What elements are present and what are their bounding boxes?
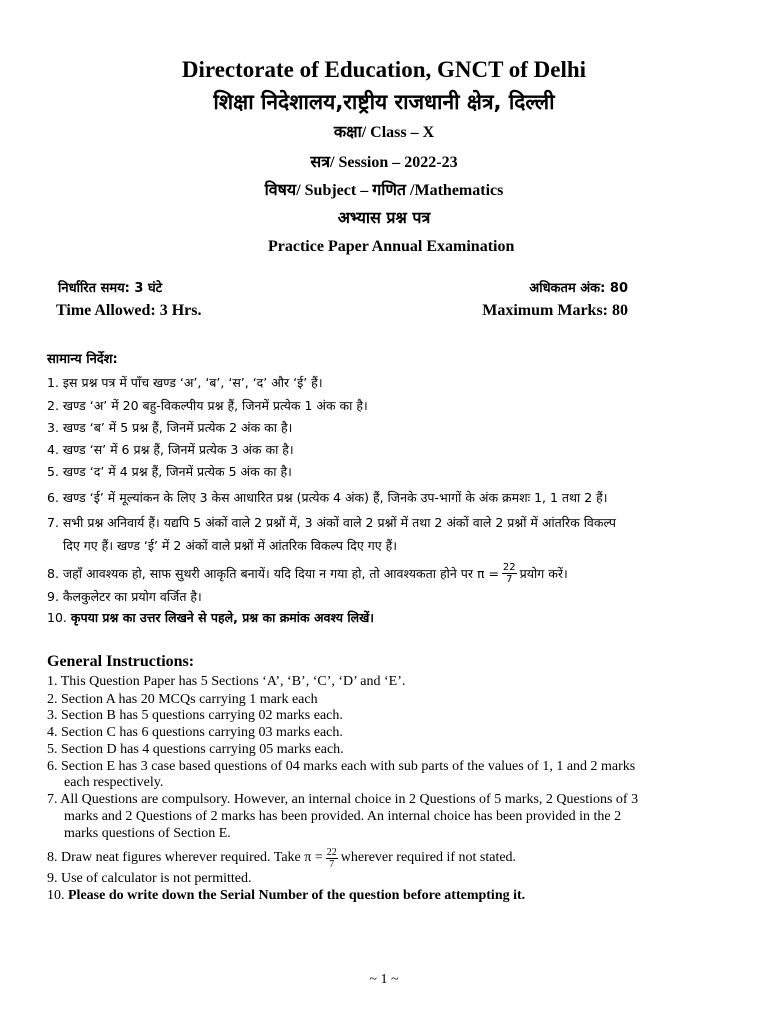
- instruction-3: 3. Section B has 5 questions carrying 02 marks each.: [47, 708, 343, 723]
- hindi-instructions-heading: सामान्य निर्देश:: [47, 352, 118, 367]
- instruction-1: 1. This Question Paper has 5 Sections ‘A’, ‘B’, ‘C’, ‘D’ and ‘E’.: [47, 674, 406, 689]
- instruction-8-text: 8. Draw neat figures wherever required. Take π =: [47, 850, 323, 865]
- instruction-6: 6. Section E has 3 case based questions of 04 marks each with sub parts of the values of 1, 1 and 2 marks: [47, 759, 636, 774]
- fraction-denominator: 7: [329, 858, 335, 870]
- instruction-8-suffix: wherever required if not stated.: [340, 850, 517, 865]
- instruction-2: 2. Section A has 20 MCQs carrying 1 mark each: [47, 692, 318, 707]
- instruction-7: 7. All Questions are compulsory. However, an internal choice in 2 Questions of 5 marks, 2 Questions of 3: [47, 792, 639, 807]
- session-label-en: / Session – 2022-23: [330, 154, 458, 171]
- hindi-instruction-1: 1. इस प्रश्न पत्र में पाँच खण्ड ‘अ’, ‘ब’, ‘स’, ‘द’ और ‘ई’ हैं।: [47, 375, 323, 390]
- max-marks-hi: अधिकतम अंक: 80: [529, 281, 628, 296]
- page-number: ~ 1 ~: [369, 972, 399, 987]
- subject-label-en: / Subject –: [296, 182, 373, 199]
- time-allowed-hi: निर्धारित समय: 3 घंटे: [58, 281, 163, 296]
- subject-name-en: /Mathematics: [406, 182, 504, 199]
- org-title-hi: शिक्षा निदेशालय,राष्ट्रीय राजधानी क्षेत्र, दिल्ली: [213, 90, 555, 114]
- instruction-8: [47, 843, 516, 873]
- session-line: [0, 150, 768, 172]
- instruction-7-cont-2: marks questions of Section E.: [64, 826, 231, 841]
- hindi-instruction-8: [47, 558, 568, 588]
- instruction-5: 5. Section D has 4 questions carrying 05 marks each.: [47, 742, 344, 757]
- subject-line: [0, 178, 768, 200]
- time-allowed-en: Time Allowed: 3 Hrs.: [56, 302, 202, 319]
- hindi-instruction-10-text: कृपया प्रश्न का उत्तर लिखने से पहले, प्रश्न का क्रमांक अवश्य लिखें।: [70, 610, 375, 625]
- hindi-instruction-6: 6. खण्ड ‘ई’ में मूल्यांकन के लिए 3 केस आधारित प्रश्न (प्रत्येक 4 अंक) हैं, जिनके उप-भागों के अंक क्रमशः 1, 1 तथा 2 हैं।: [47, 490, 608, 505]
- instruction-4: 4. Section C has 6 questions carrying 03 marks each.: [47, 725, 343, 740]
- hindi-instruction-10-number: 10.: [47, 610, 67, 625]
- hindi-instruction-8-text: 8. जहाँ आवश्यक हो, साफ सुथरी आकृति बनायें। यदि दिया न गया हो, तो आवश्यकता होने पर π =: [47, 565, 499, 581]
- hindi-instruction-5: 5. खण्ड ‘द’ में 4 प्रश्न हैं, जिनमें प्रत्येक 5 अंक का है।: [47, 464, 292, 479]
- session-label-hi: सत्र: [310, 152, 331, 171]
- class-label-en: / Class – X: [361, 124, 435, 141]
- fraction-numerator: 22: [502, 561, 516, 573]
- paper-title-en: Practice Paper Annual Examination: [268, 238, 515, 255]
- hindi-instruction-3: 3. खण्ड ‘ब’ में 5 प्रश्न हैं, जिनमें प्रत्येक 2 अंक का है।: [47, 420, 293, 435]
- max-marks-en: Maximum Marks: 80: [482, 302, 628, 319]
- instruction-9: 9. Use of calculator is not permitted.: [47, 871, 252, 886]
- subject-name-hi: गणित: [372, 180, 407, 199]
- pi-fraction-hi: [502, 562, 517, 585]
- subject-label-hi: विषय: [264, 180, 297, 199]
- hindi-instruction-8-suffix: प्रयोग करें।: [519, 565, 568, 581]
- hindi-instruction-10: [47, 609, 374, 626]
- paper-title-hi: अभ्यास प्रश्न पत्र: [337, 208, 431, 227]
- instruction-6-cont: each respectively.: [64, 775, 164, 790]
- hindi-instruction-9: 9. कैलकुलेटर का प्रयोग वर्जित है।: [47, 589, 202, 604]
- general-instructions-heading: General Instructions:: [47, 653, 195, 670]
- hindi-instruction-7-cont: दिए गए हैं। खण्ड ‘ई’ में 2 अंकों वाले प्रश्नों में आंतरिक विकल्प दिए गए हैं।: [63, 538, 398, 553]
- instruction-7-cont-1: marks and 2 Questions of 2 marks has been provided. An internal choice has been provided in the 2: [64, 809, 622, 824]
- hindi-instruction-4: 4. खण्ड ‘स’ में 6 प्रश्न हैं, जिनमें प्रत्येक 3 अंक का है।: [47, 442, 294, 457]
- instruction-10-number: 10.: [47, 888, 65, 903]
- class-label-hi: कक्षा: [333, 122, 362, 141]
- instruction-10: [47, 888, 525, 904]
- fraction-numerator: 22: [326, 846, 337, 858]
- org-title-en: Directorate of Education, GNCT of Delhi: [181, 57, 587, 82]
- hindi-instruction-7: 7. सभी प्रश्न अनिवार्य हैं। यद्यपि 5 अंकों वाले 2 प्रश्नों में, 3 अंकों वाले 2 प्रश्नों में तथा 2 अंकों वाले 2 प्रश्नों में आंतरिक विकल्प: [47, 515, 616, 530]
- class-line: [0, 120, 768, 142]
- fraction-denominator: 7: [506, 573, 513, 585]
- instruction-10-text: Please do write down the Serial Number of the question before attempting it.: [68, 888, 526, 903]
- hindi-instruction-2: 2. खण्ड ‘अ’ में 20 बहु-विकल्पीय प्रश्न हैं, जिनमें प्रत्येक 1 अंक का है।: [47, 398, 368, 413]
- pi-fraction-en: [326, 847, 338, 870]
